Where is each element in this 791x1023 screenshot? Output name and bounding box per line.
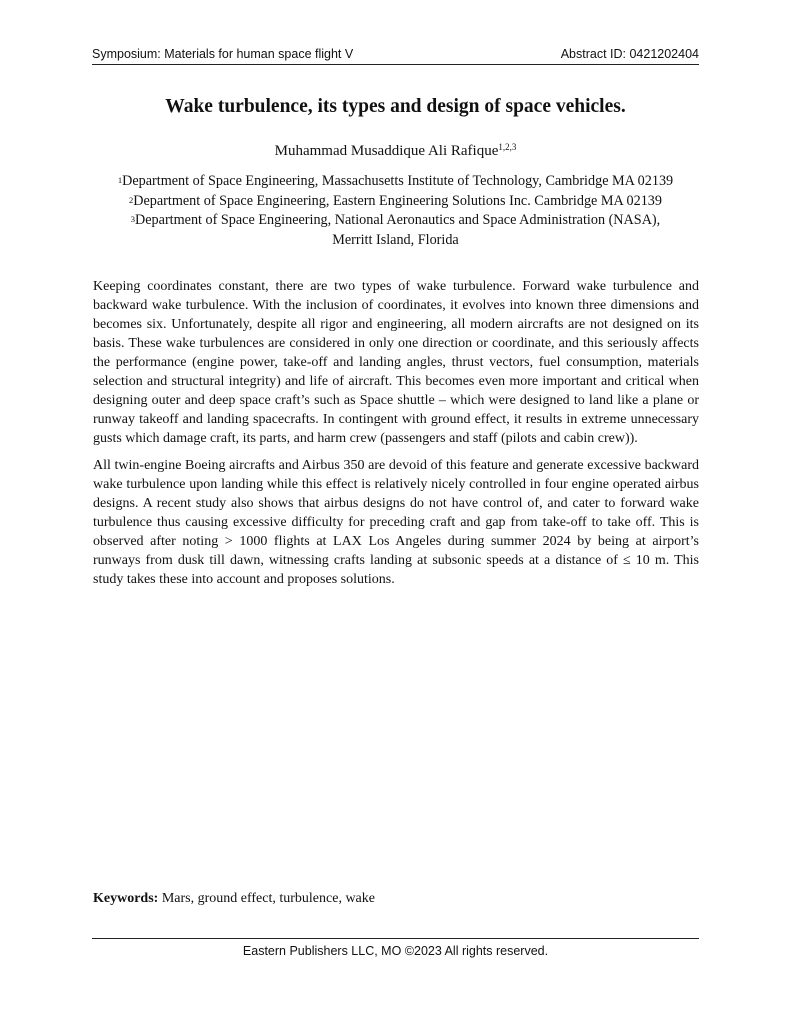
affiliation-text: Department of Space Engineering, Massachusetts Institute of Technology, Cambridge MA 02139 xyxy=(122,173,674,189)
symposium-name: Symposium: Materials for human space flight V xyxy=(92,47,354,61)
paragraph: All twin-engine Boeing aircrafts and Airbus 350 are devoid of this feature and generate excessive backward wake turbulence upon landing while this effect is relatively nicely controlled in four engine operated airbus designs. A recent study also shows that airbus designs do not have control of, and cater to forward wake turbulence thus causing excessive difficulty for preceding craft and gap from take-off to take off. This is observed after noting > 1000 flights at LAX Los Angeles during summer 2024 by being at airport’s runways from dusk till dawn, witnessing crafts landing at subsonic speeds at a distance of ≤ 10 m. This study takes these into account and proposes solutions. xyxy=(93,458,699,587)
author-line xyxy=(92,143,699,160)
affiliation-1 xyxy=(92,172,699,192)
affiliations xyxy=(92,172,699,250)
page-header xyxy=(92,46,699,65)
keywords-list: Mars, ground effect, turbulence, wake xyxy=(158,891,375,906)
affiliation-text: Department of Space Engineering, National Aeronautics and Space Administration (NASA), xyxy=(135,212,661,228)
keywords xyxy=(93,891,699,907)
keywords-label: Keywords: xyxy=(93,891,159,906)
affiliation-text: Department of Space Engineering, Eastern Engineering Solutions Inc. Cambridge MA 02139 xyxy=(133,192,662,209)
abstract-body xyxy=(93,277,699,597)
affiliation-3-continued: Merritt Island, Florida xyxy=(332,231,459,248)
affiliation-mark: 2 xyxy=(128,194,134,205)
affiliation-mark: 1 xyxy=(117,175,123,185)
author-name: Muhammad Musaddique Ali Rafique xyxy=(274,143,499,159)
affiliation-mark: 3 xyxy=(130,214,136,224)
affiliation-3 xyxy=(92,211,699,231)
abstract-id: Abstract ID: 0421202404 xyxy=(560,47,699,61)
footer-divider xyxy=(92,938,699,939)
affiliation-2 xyxy=(92,192,699,212)
author-affiliation-marks: 1,2,3 xyxy=(498,142,517,152)
paragraph: Keeping coordinates constant, there are two types of wake turbulence. Forward wake turbulence and backward wake turbulence. With the inclusion of coordinates, it evolves into known three dimensions and becomes six. Unfortunately, despite all rigor and engineering, all modern aircrafts are not designed on its basis. These wake turbulences are considered in only one direction or coordinate, and this seriously affects the performance (engine power, take-off and landing angles, thrust vectors, fuel consumption, materials selection and structural integrity) and life of aircraft. This becomes even more important and critical when designing outer and deep space craft’s such as Space shuttle – which were designed to land like a plane or runway takeoff and landing spacecrafts. In contingent with ground effect, it results in extreme unnecessary gusts which damage craft, its parts, and harm crew (passengers and staff (pilots and cabin crew)). xyxy=(93,279,699,446)
page-footer: Eastern Publishers LLC, MO ©2023 All rights reserved. xyxy=(242,944,549,958)
paper-title: Wake turbulence, its types and design of space vehicles. xyxy=(165,96,626,117)
